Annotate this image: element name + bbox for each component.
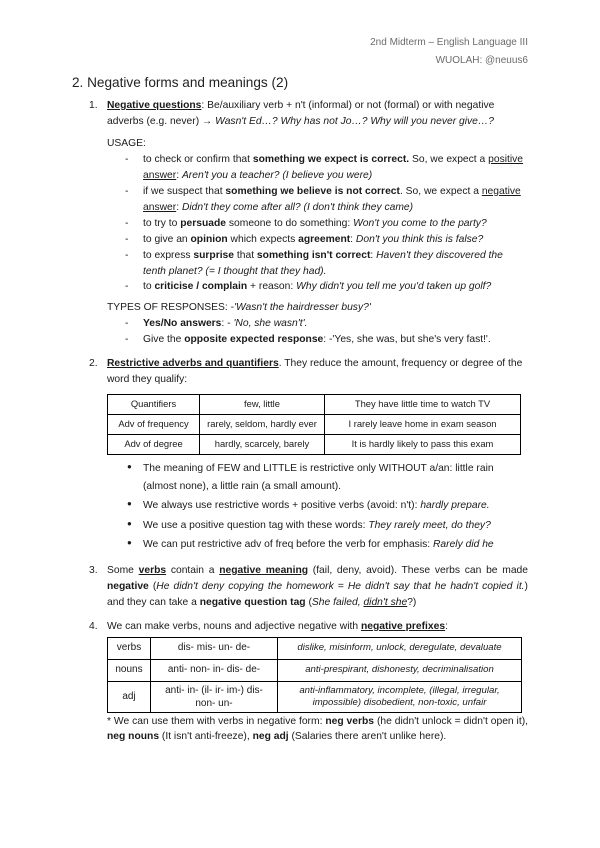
restrictive-intro: Restrictive adverbs and quantifiers. They reduce the amount, frequency or degree of the word they qualify: xyxy=(107,358,523,386)
list-item: - to check or confirm that something we expect is correct. So, we expect a positive answer: Aren't you a teacher? (I believe you were) xyxy=(125,153,524,181)
header-author: WUOLAH: @neuus6 xyxy=(435,55,528,66)
list-item: - Yes/No answers: - 'No, she wasn't'. xyxy=(125,318,308,330)
list-item: - Give the opposite expected response: -'Yes, she was, but she's very fast!'. xyxy=(125,334,491,346)
table-cell: It is hardly likely to pass this exam xyxy=(325,435,521,455)
table-row xyxy=(108,637,522,659)
prefixes-intro: We can make verbs, nouns and adjective negative with negative prefixes: xyxy=(107,620,448,632)
header-subject: 2nd Midterm – English Language III xyxy=(370,37,528,48)
negative-questions-intro: Negative questions: Be/auxiliary verb + n't (informal) or not (formal) or with negative adverbs (e.g. never) → Wasn't Ed…? Why has not Jo…? Why will you never give…? xyxy=(107,100,495,127)
table-cell: anti-prespirant, dishonesty, decriminalisation xyxy=(278,659,522,681)
prefixes-note: * We can use them with verbs in negative form: neg verbs (he didn't unlock = didn't open it), neg nouns (It isn't anti-freeze), neg adj (Salaries there aren't unlike here). xyxy=(107,715,528,743)
table-cell: Adv of frequency xyxy=(108,415,200,435)
bullet-icon: ● xyxy=(127,518,132,528)
list-item: ● We always use restrictive words + positive verbs (avoid: n't): hardly prepare. xyxy=(107,496,528,516)
usage-label: USAGE: xyxy=(107,137,146,149)
bullet-icon: ● xyxy=(127,538,132,548)
types-of-responses: TYPES OF RESPONSES: -'Wasn't the hairdresser busy?' xyxy=(107,302,371,314)
table-cell: hardly, scarcely, barely xyxy=(200,435,325,455)
section-negative-questions xyxy=(72,98,528,348)
table-row xyxy=(108,659,522,681)
list-item: ● We use a positive question tag with these words: They rarely meet, do they? xyxy=(107,516,528,536)
section-title: 2. Negative forms and meanings (2) xyxy=(72,75,289,90)
table-cell: verbs xyxy=(108,637,151,659)
section-negative-prefixes xyxy=(72,619,528,745)
table-cell: anti-inflammatory, incomplete, (illegal, irregular, impossible) disobedient, non-toxic, unfair xyxy=(278,681,522,712)
list-item: - to try to persuade someone to do something: Won't you come to the party? xyxy=(125,217,487,229)
responses-list xyxy=(107,316,528,348)
list-item: - to criticise / complain + reason: Why didn't you tell me you'd taken up golf? xyxy=(125,281,492,293)
table-cell: rarely, seldom, hardly ever xyxy=(200,415,325,435)
table-cell: anti- non- in- dis- de- xyxy=(151,659,278,681)
restrictive-notes-list xyxy=(107,460,528,555)
restrictive-table xyxy=(107,394,521,455)
list-number: 3. xyxy=(89,564,98,576)
section-restrictive-adverbs xyxy=(72,356,528,555)
section-negative-verbs: 3. Some verbs contain a negative meaning (fail, deny, avoid). These verbs can be made negative (He didn't deny copying the homework = He didn't say that he hadn't copied it.) and they can take a negative question tag (She failed, didn't she?) xyxy=(89,564,529,608)
table-row xyxy=(108,395,521,415)
table-row xyxy=(108,415,521,435)
document-body xyxy=(72,98,528,753)
list-number: 2. xyxy=(89,358,98,370)
list-item: - if we suspect that something we believe is not correct. So, we expect a negative answer: Didn't they come after all? (I don't think they came) xyxy=(125,185,521,213)
table-cell: I rarely leave home in exam season xyxy=(325,415,521,435)
list-item: ● The meaning of FEW and LITTLE is restrictive only WITHOUT a/an: little rain (almost none), a little rain (a small amount). xyxy=(127,462,494,493)
list-number: 1. xyxy=(89,100,98,111)
table-cell: anti- in- (il- ir- im-) dis- non- un- xyxy=(151,681,278,712)
table-row xyxy=(108,435,521,455)
table-cell: few, little xyxy=(200,395,325,415)
table-cell: They have little time to watch TV xyxy=(325,395,521,415)
list-number: 4. xyxy=(89,620,98,632)
table-cell: Adv of degree xyxy=(108,435,200,455)
bullet-icon: ● xyxy=(127,499,132,509)
list-item: - to express surprise that something isn't correct: Haven't they discovered the tenth planet? (= I thought that they had). xyxy=(125,249,503,277)
bullet-icon: ● xyxy=(127,462,132,472)
table-row xyxy=(108,681,522,712)
list-item: ● We can put restrictive adv of freq before the verb for emphasis: Rarely did he xyxy=(107,535,528,555)
table-cell: dislike, misinform, unlock, deregulate, devaluate xyxy=(278,637,522,659)
prefixes-table xyxy=(107,637,522,713)
table-cell: Quantifiers xyxy=(108,395,200,415)
list-item: - to give an opinion which expects agreement: Don't you think this is false? xyxy=(125,233,484,245)
table-cell: dis- mis- un- de- xyxy=(151,637,278,659)
table-cell: adj xyxy=(108,681,151,712)
usage-list xyxy=(107,152,528,296)
table-cell: nouns xyxy=(108,659,151,681)
